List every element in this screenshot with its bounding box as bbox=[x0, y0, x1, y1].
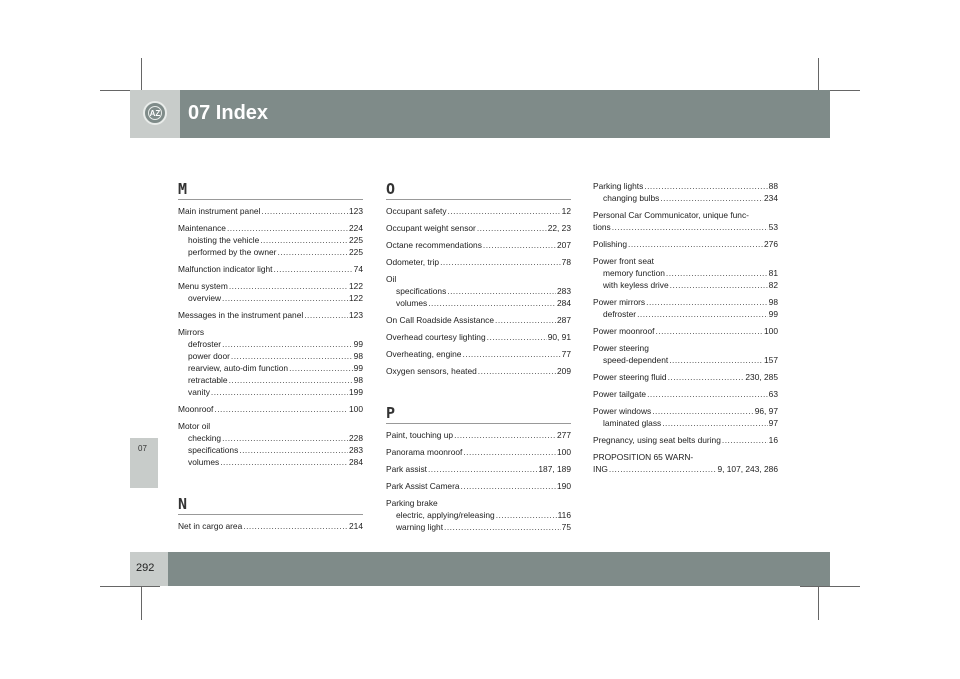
dot-leader bbox=[229, 280, 348, 292]
index-line bbox=[178, 280, 363, 292]
dot-leader bbox=[289, 362, 353, 374]
index-entry bbox=[593, 388, 778, 400]
dot-leader bbox=[477, 222, 547, 234]
page-reference: 98 bbox=[768, 297, 778, 307]
index-column-2 bbox=[386, 180, 571, 538]
crop-mark bbox=[800, 586, 860, 587]
index-term: Parking lights bbox=[593, 181, 644, 191]
dot-leader bbox=[454, 429, 556, 441]
index-subentry bbox=[178, 444, 363, 456]
index-entry bbox=[178, 326, 363, 398]
index-term: hoisting the vehicle bbox=[188, 235, 260, 245]
index-term: Overhead courtesy lighting bbox=[386, 332, 486, 342]
index-entry bbox=[593, 434, 778, 446]
index-entry bbox=[593, 209, 778, 233]
index-entry bbox=[593, 255, 778, 291]
index-subentry bbox=[593, 279, 778, 291]
dot-leader bbox=[495, 314, 556, 326]
index-subentry bbox=[386, 509, 571, 521]
index-term: Motor oil bbox=[178, 421, 211, 431]
index-term: Messages in the instrument panel bbox=[178, 310, 304, 320]
index-term: Octane recommendations bbox=[386, 240, 482, 250]
dot-leader bbox=[260, 234, 348, 246]
index-subentry bbox=[386, 521, 571, 533]
section-divider bbox=[386, 423, 571, 424]
page-reference: 97 bbox=[768, 418, 778, 428]
index-term: defroster bbox=[603, 309, 637, 319]
index-subentry bbox=[593, 308, 778, 320]
index-subentry bbox=[386, 297, 571, 309]
footer-bar bbox=[130, 552, 830, 586]
index-subentry bbox=[178, 246, 363, 258]
index-subentry bbox=[178, 338, 363, 350]
section-divider bbox=[386, 199, 571, 200]
section-gap bbox=[178, 473, 363, 495]
index-entry bbox=[593, 371, 778, 383]
index-term: On Call Roadside Assistance bbox=[386, 315, 494, 325]
index-line bbox=[178, 222, 363, 234]
index-line bbox=[178, 520, 363, 532]
dot-leader bbox=[231, 350, 353, 362]
index-subentry bbox=[178, 292, 363, 304]
page-number: 292 bbox=[136, 562, 155, 574]
page-title: 07 Index bbox=[188, 102, 269, 124]
dot-leader bbox=[483, 239, 556, 251]
page-reference: 99 bbox=[353, 339, 363, 349]
section-letter: P bbox=[386, 404, 396, 422]
crop-mark bbox=[100, 586, 160, 587]
index-column-3 bbox=[593, 180, 778, 480]
index-term: Parking brake bbox=[386, 498, 438, 508]
index-line bbox=[593, 325, 778, 337]
dot-leader bbox=[670, 279, 768, 291]
index-entry bbox=[178, 280, 363, 304]
index-term: Park Assist Camera bbox=[386, 481, 460, 491]
index-column-1 bbox=[178, 180, 363, 537]
page-reference: 99 bbox=[353, 363, 363, 373]
page-reference: 88 bbox=[768, 181, 778, 191]
page-reference: 77 bbox=[561, 349, 571, 359]
section-divider bbox=[178, 199, 363, 200]
page-reference: 283 bbox=[349, 445, 363, 455]
dot-leader bbox=[496, 509, 557, 521]
index-line bbox=[178, 309, 363, 321]
section-gap bbox=[386, 382, 571, 404]
page-reference: 99 bbox=[768, 309, 778, 319]
dot-leader bbox=[222, 292, 348, 304]
index-term: power door bbox=[188, 351, 230, 361]
index-term: Menu system bbox=[178, 281, 228, 291]
chapter-tab-label: 07 bbox=[138, 444, 147, 453]
page-reference: 228 bbox=[349, 433, 363, 443]
index-entry bbox=[386, 239, 571, 251]
index-subentry bbox=[178, 374, 363, 386]
index-line bbox=[386, 205, 571, 217]
index-subentry bbox=[593, 417, 778, 429]
index-term: Park assist bbox=[386, 464, 427, 474]
index-term: volumes bbox=[188, 457, 220, 467]
index-entry bbox=[178, 420, 363, 468]
index-line bbox=[593, 238, 778, 250]
index-term: ING bbox=[593, 464, 608, 474]
index-entry bbox=[178, 222, 363, 258]
dot-leader bbox=[220, 456, 348, 468]
dot-leader bbox=[261, 205, 348, 217]
index-line bbox=[593, 221, 778, 233]
section-letter: M bbox=[178, 180, 188, 198]
dot-leader bbox=[637, 308, 768, 320]
index-line bbox=[178, 263, 363, 275]
index-entry bbox=[593, 325, 778, 337]
dot-leader bbox=[652, 405, 754, 417]
page-reference: 82 bbox=[768, 280, 778, 290]
index-entry bbox=[386, 314, 571, 326]
dot-leader bbox=[662, 417, 767, 429]
index-term: overview bbox=[188, 293, 222, 303]
dot-leader bbox=[478, 365, 556, 377]
index-entry bbox=[178, 309, 363, 321]
dot-leader bbox=[668, 371, 745, 383]
page-reference: 22, 23 bbox=[547, 223, 571, 233]
index-line bbox=[593, 371, 778, 383]
index-term: rearview, auto-dim function bbox=[188, 363, 289, 373]
dot-leader bbox=[214, 403, 348, 415]
index-entry bbox=[386, 205, 571, 217]
page-reference: 276 bbox=[764, 239, 778, 249]
index-term: PROPOSITION 65 WARN- bbox=[593, 452, 694, 462]
page-reference: 16 bbox=[768, 435, 778, 445]
dot-leader bbox=[229, 374, 353, 386]
page-reference: 277 bbox=[557, 430, 571, 440]
index-line bbox=[386, 365, 571, 377]
page-reference: 9, 107, 243, 286 bbox=[717, 464, 778, 474]
index-subentry bbox=[178, 362, 363, 374]
index-term: specifications bbox=[396, 286, 447, 296]
page-reference: 100 bbox=[349, 404, 363, 414]
dot-leader bbox=[461, 480, 556, 492]
index-term: Paint, touching up bbox=[386, 430, 454, 440]
index-entry bbox=[593, 238, 778, 250]
dot-leader bbox=[722, 434, 768, 446]
index-line bbox=[386, 331, 571, 343]
dot-leader bbox=[222, 338, 353, 350]
page-reference: 187, 189 bbox=[538, 464, 571, 474]
page-reference: 122 bbox=[349, 293, 363, 303]
index-term: Power front seat bbox=[593, 256, 654, 266]
index-entry bbox=[593, 405, 778, 429]
index-term: Overheating, engine bbox=[386, 349, 462, 359]
index-term: Occupant weight sensor bbox=[386, 223, 476, 233]
page-reference: 123 bbox=[349, 310, 363, 320]
index-entry bbox=[386, 365, 571, 377]
index-line bbox=[593, 434, 778, 446]
index-entry bbox=[386, 463, 571, 475]
dot-leader bbox=[660, 192, 763, 204]
page-reference: 90, 91 bbox=[547, 332, 571, 342]
index-term: vanity bbox=[188, 387, 210, 397]
page-reference: 230, 285 bbox=[745, 372, 778, 382]
section-divider bbox=[178, 514, 363, 515]
page-reference: 284 bbox=[557, 298, 571, 308]
index-entry bbox=[386, 446, 571, 458]
page-reference: 234 bbox=[764, 193, 778, 203]
page-reference: 12 bbox=[561, 206, 571, 216]
index-line bbox=[593, 463, 778, 475]
index-term: Panorama moonroof bbox=[386, 447, 463, 457]
page-reference: 123 bbox=[349, 206, 363, 216]
index-term: Power steering bbox=[593, 343, 649, 353]
page-reference: 75 bbox=[561, 522, 571, 532]
dot-leader bbox=[666, 267, 768, 279]
index-term: with keyless drive bbox=[603, 280, 669, 290]
index-term: Odometer, trip bbox=[386, 257, 440, 267]
index-line bbox=[386, 480, 571, 492]
page-reference: 100 bbox=[557, 447, 571, 457]
page-reference: 287 bbox=[557, 315, 571, 325]
page-reference: 98 bbox=[353, 351, 363, 361]
index-subentry bbox=[178, 234, 363, 246]
page-reference: 225 bbox=[349, 235, 363, 245]
index-term: volumes bbox=[396, 298, 428, 308]
index-entry bbox=[386, 348, 571, 360]
index-term: Mirrors bbox=[178, 327, 205, 337]
section-letter: O bbox=[386, 180, 396, 198]
page-reference: 199 bbox=[349, 387, 363, 397]
index-line bbox=[386, 429, 571, 441]
index-entry bbox=[178, 263, 363, 275]
index-line bbox=[386, 446, 571, 458]
page-reference: 209 bbox=[557, 366, 571, 376]
index-term: Moonroof bbox=[178, 404, 214, 414]
index-line bbox=[386, 463, 571, 475]
index-subentry bbox=[178, 456, 363, 468]
index-entry bbox=[386, 256, 571, 268]
index-term: Power mirrors bbox=[593, 297, 646, 307]
index-line bbox=[178, 205, 363, 217]
page-reference: 74 bbox=[353, 264, 363, 274]
index-term: Net in cargo area bbox=[178, 521, 243, 531]
page-reference: 98 bbox=[353, 375, 363, 385]
index-term: Main instrument panel bbox=[178, 206, 261, 216]
index-entry bbox=[386, 331, 571, 343]
index-entry bbox=[593, 451, 778, 475]
index-term: laminated glass bbox=[603, 418, 662, 428]
index-term: defroster bbox=[188, 339, 222, 349]
index-line bbox=[593, 405, 778, 417]
index-term: Personal Car Communicator, unique func- bbox=[593, 210, 749, 220]
index-entry bbox=[593, 180, 778, 204]
index-subentry bbox=[386, 285, 571, 297]
dot-leader bbox=[646, 296, 768, 308]
index-term: Power steering fluid bbox=[593, 372, 667, 382]
a-z-index-icon: AZ bbox=[143, 101, 167, 125]
dot-leader bbox=[274, 263, 353, 275]
dot-leader bbox=[612, 221, 768, 233]
index-line bbox=[593, 388, 778, 400]
dot-leader bbox=[222, 432, 348, 444]
page-reference: 100 bbox=[764, 326, 778, 336]
index-subentry bbox=[593, 267, 778, 279]
index-term: Oxygen sensors, heated bbox=[386, 366, 477, 376]
index-entry bbox=[178, 520, 363, 532]
dot-leader bbox=[440, 256, 561, 268]
index-entry bbox=[386, 273, 571, 309]
index-subentry bbox=[178, 432, 363, 444]
index-term: speed-dependent bbox=[603, 355, 669, 365]
page-reference: 214 bbox=[349, 521, 363, 531]
index-line bbox=[386, 314, 571, 326]
dot-leader bbox=[487, 331, 547, 343]
index-subentry bbox=[178, 350, 363, 362]
dot-leader bbox=[243, 520, 348, 532]
index-term: Pregnancy, using seat belts during bbox=[593, 435, 721, 445]
index-term: Power moonroof bbox=[593, 326, 655, 336]
page-reference: 116 bbox=[557, 510, 571, 520]
dot-leader bbox=[644, 180, 767, 192]
index-term: Power tailgate bbox=[593, 389, 647, 399]
page-reference: 122 bbox=[349, 281, 363, 291]
index-term: Power windows bbox=[593, 406, 652, 416]
index-entry bbox=[386, 222, 571, 234]
index-term: warning light bbox=[396, 522, 444, 532]
page-reference: 225 bbox=[349, 247, 363, 257]
index-term: performed by the owner bbox=[188, 247, 277, 257]
dot-leader bbox=[609, 463, 717, 475]
index-term: changing bulbs bbox=[603, 193, 660, 203]
page-reference: 284 bbox=[349, 457, 363, 467]
dot-leader bbox=[669, 354, 763, 366]
page-reference: 78 bbox=[561, 257, 571, 267]
index-term: memory function bbox=[603, 268, 665, 278]
index-term: checking bbox=[188, 433, 222, 443]
dot-leader bbox=[628, 238, 763, 250]
dot-leader bbox=[277, 246, 348, 258]
dot-leader bbox=[655, 325, 763, 337]
page-reference: 283 bbox=[557, 286, 571, 296]
index-term: electric, applying/releasing bbox=[396, 510, 495, 520]
page-reference: 157 bbox=[764, 355, 778, 365]
dot-leader bbox=[239, 444, 348, 456]
index-line bbox=[386, 222, 571, 234]
dot-leader bbox=[428, 463, 537, 475]
dot-leader bbox=[304, 309, 348, 321]
dot-leader bbox=[448, 205, 561, 217]
index-term: retractable bbox=[188, 375, 228, 385]
index-term: Malfunction indicator light bbox=[178, 264, 273, 274]
index-line bbox=[593, 180, 778, 192]
dot-leader bbox=[647, 388, 768, 400]
section-letter: N bbox=[178, 495, 188, 513]
index-term: Oil bbox=[386, 274, 397, 284]
index-term: specifications bbox=[188, 445, 239, 455]
index-subentry bbox=[593, 192, 778, 204]
page-reference: 224 bbox=[349, 223, 363, 233]
dot-leader bbox=[463, 446, 556, 458]
page-reference: 207 bbox=[557, 240, 571, 250]
page-reference: 96, 97 bbox=[754, 406, 778, 416]
index-entry bbox=[386, 497, 571, 533]
dot-leader bbox=[211, 386, 348, 398]
index-line bbox=[178, 403, 363, 415]
index-entry bbox=[593, 296, 778, 320]
page-reference: 53 bbox=[768, 222, 778, 232]
index-entry bbox=[178, 403, 363, 415]
page-reference: 81 bbox=[768, 268, 778, 278]
index-entry bbox=[386, 480, 571, 492]
index-term: tions bbox=[593, 222, 611, 232]
dot-leader bbox=[462, 348, 560, 360]
index-line bbox=[386, 256, 571, 268]
index-entry bbox=[593, 342, 778, 366]
dot-leader bbox=[428, 297, 556, 309]
index-entry bbox=[178, 205, 363, 217]
page-reference: 63 bbox=[768, 389, 778, 399]
index-subentry bbox=[178, 386, 363, 398]
index-line bbox=[386, 239, 571, 251]
index-subentry bbox=[593, 354, 778, 366]
index-line bbox=[593, 296, 778, 308]
index-term: Maintenance bbox=[178, 223, 226, 233]
index-term: Polishing bbox=[593, 239, 627, 249]
page-reference: 190 bbox=[557, 481, 571, 491]
index-term: Occupant safety bbox=[386, 206, 447, 216]
dot-leader bbox=[447, 285, 556, 297]
dot-leader bbox=[227, 222, 348, 234]
index-entry bbox=[386, 429, 571, 441]
index-line bbox=[386, 348, 571, 360]
dot-leader bbox=[444, 521, 561, 533]
